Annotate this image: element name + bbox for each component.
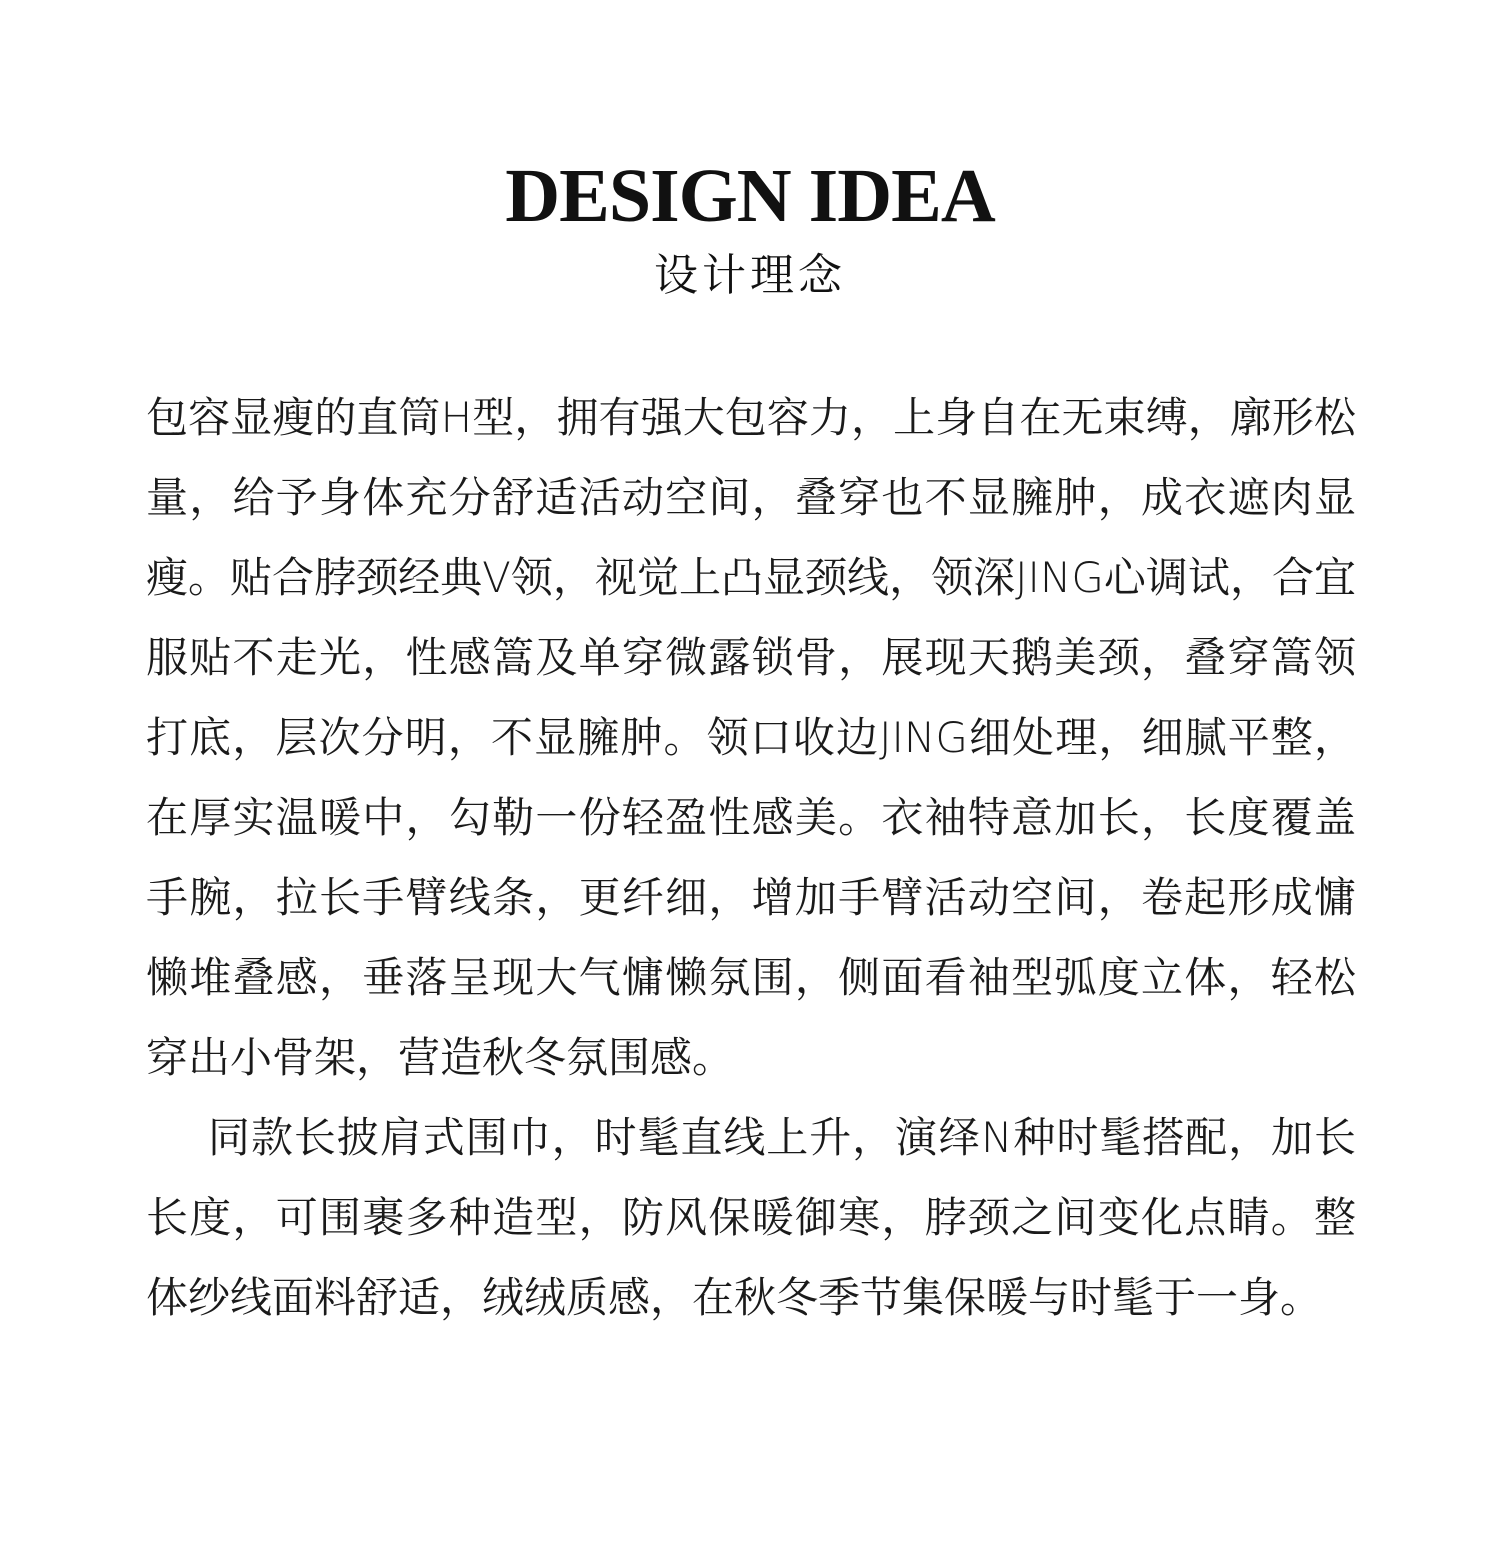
description-paragraph-1: 包容显瘦的直筒H型，拥有强大包容力，上身自在无束缚，廓形松量，给予身体充分舒适活动空间，叠穿也不显臃肿，成衣遮肉显瘦。贴合脖颈经典V领，视觉上凸显颈线，领深JING心调试，合宜服贴不走光，性感篙及单穿微露锁骨，展现天鹅美颈，叠穿篙领打底，层次分明，不显臃肿。领口收边JING细处理，细腻平整，在厚实温暖中，勾勒一份轻盈性感美。衣袖特意加长，长度覆盖手腕，拉长手臂线条，更纤细，增加手臂活动空间，卷起形成慵懒堆叠感，垂落呈现大气慵懒氛围，侧面看袖型弧度立体，轻松穿出小骨架，营造秋冬氛围感。 [146,393,1356,1082]
page-header [0,150,1500,306]
description-paragraph-2: 同款长披肩式围巾，时髦直线上升，演绎N种时髦搭配，加长长度，可围裹多种造型，防风保暖御寒，脖颈之间变化点睛。整体纱线面料舒适，绒绒质感，在秋冬季节集保暖与时髦于一身。 [146,1113,1356,1322]
page-subtitle: 设计理念 [654,250,846,301]
page-title: DESIGN IDEA [505,154,995,238]
description-body [146,378,1356,1338]
